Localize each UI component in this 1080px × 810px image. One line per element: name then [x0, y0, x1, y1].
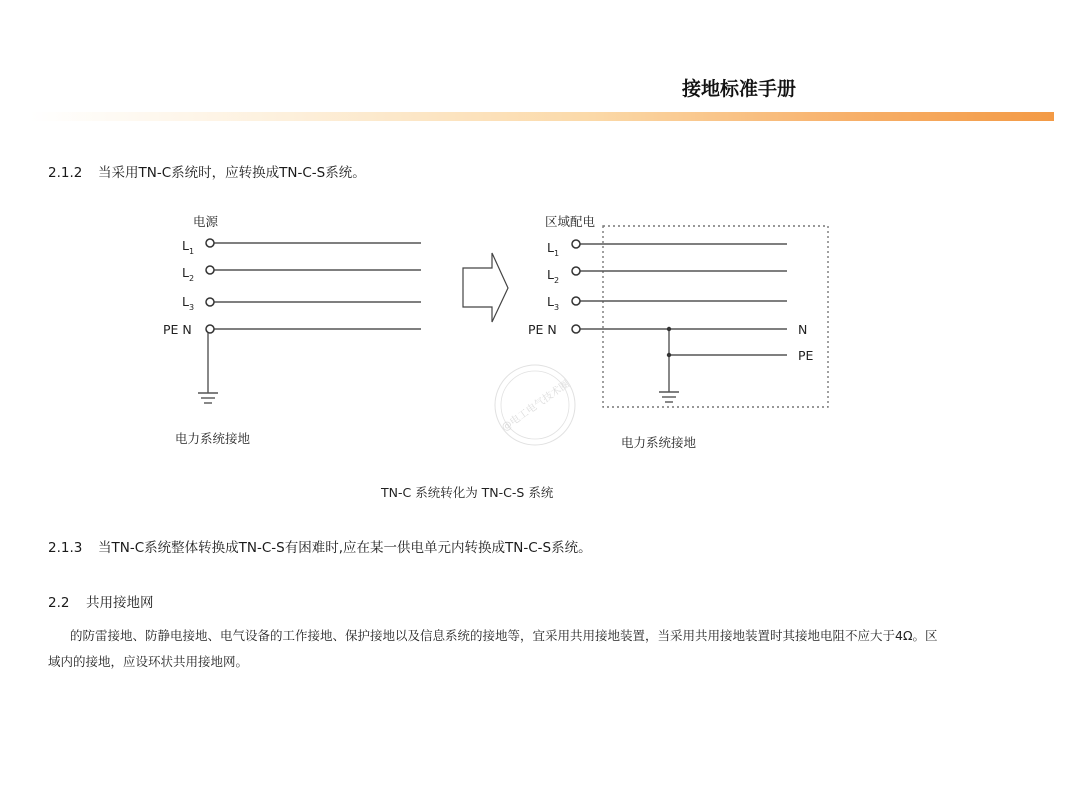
right-l3-label: $L_3$: [547, 294, 560, 312]
right-n-output-label: N: [798, 322, 808, 337]
left-caption: 电力系统接地: [175, 431, 251, 446]
left-pen-label: PE N: [163, 322, 192, 337]
svg-text:@电工电气技术圈: @电工电气技术圈: [499, 378, 572, 434]
section-number: 2.1.3: [48, 540, 83, 556]
left-l2-label: $L_2$: [182, 265, 195, 283]
pen-junction-dot: [667, 327, 671, 331]
right-l3-terminal: [572, 297, 580, 305]
paragraph-line-2: 域内的接地，应设环状共用接地网。: [48, 654, 249, 669]
right-l1-terminal: [572, 240, 580, 248]
right-pen-label: PE N: [528, 322, 557, 337]
right-l1-label: $L_1$: [547, 240, 560, 258]
left-l1-label: $L_1$: [182, 238, 195, 256]
left-l1-terminal: [206, 239, 214, 247]
page-header-title: 接地标准手册: [682, 78, 797, 100]
section-number: 2.1.2: [48, 165, 83, 181]
paragraph-line-1: 的防雷接地、防静电接地、电气设备的工作接地、保护接地以及信息系统的接地等，宜采用共用接地装置，当采用共用接地装置时其接地电阻不应大于4Ω。区: [70, 628, 938, 643]
section-2-2: [48, 591, 154, 611]
left-source-label: 电源: [193, 214, 219, 229]
section-number: 2.2: [48, 595, 70, 611]
conversion-arrow-icon: [463, 253, 508, 322]
left-l3-label: $L_3$: [182, 294, 195, 312]
diagram-caption: TN-C 系统转化为 TN-C-S 系统: [381, 485, 554, 500]
left-ground-icon: [198, 333, 218, 403]
right-l2-label: $L_2$: [547, 267, 560, 285]
right-pen-terminal: [572, 325, 580, 333]
left-pen-terminal: [206, 325, 214, 333]
section-heading: 共用接地网: [86, 595, 154, 611]
watermark-stamp: [495, 365, 575, 445]
right-distribution-label: 区域配电: [545, 214, 596, 229]
section-2-1-3: [48, 536, 592, 556]
section-text: 当采用TN-C系统时，应转换成TN-C-S系统。: [98, 165, 366, 181]
right-l2-terminal: [572, 267, 580, 275]
left-l3-terminal: [206, 298, 214, 306]
right-caption: 电力系统接地: [621, 435, 697, 450]
right-ground-icon: [659, 392, 679, 402]
section-text: 当TN-C系统整体转换成TN-C-S有困难时,应在某一供电单元内转换成TN-C-S系统。: [98, 540, 592, 556]
body-paragraph: [48, 623, 1038, 675]
pe-junction-dot: [667, 353, 671, 357]
distribution-unit-boundary: [603, 226, 828, 407]
left-l2-terminal: [206, 266, 214, 274]
right-pe-output-label: PE: [798, 348, 814, 363]
